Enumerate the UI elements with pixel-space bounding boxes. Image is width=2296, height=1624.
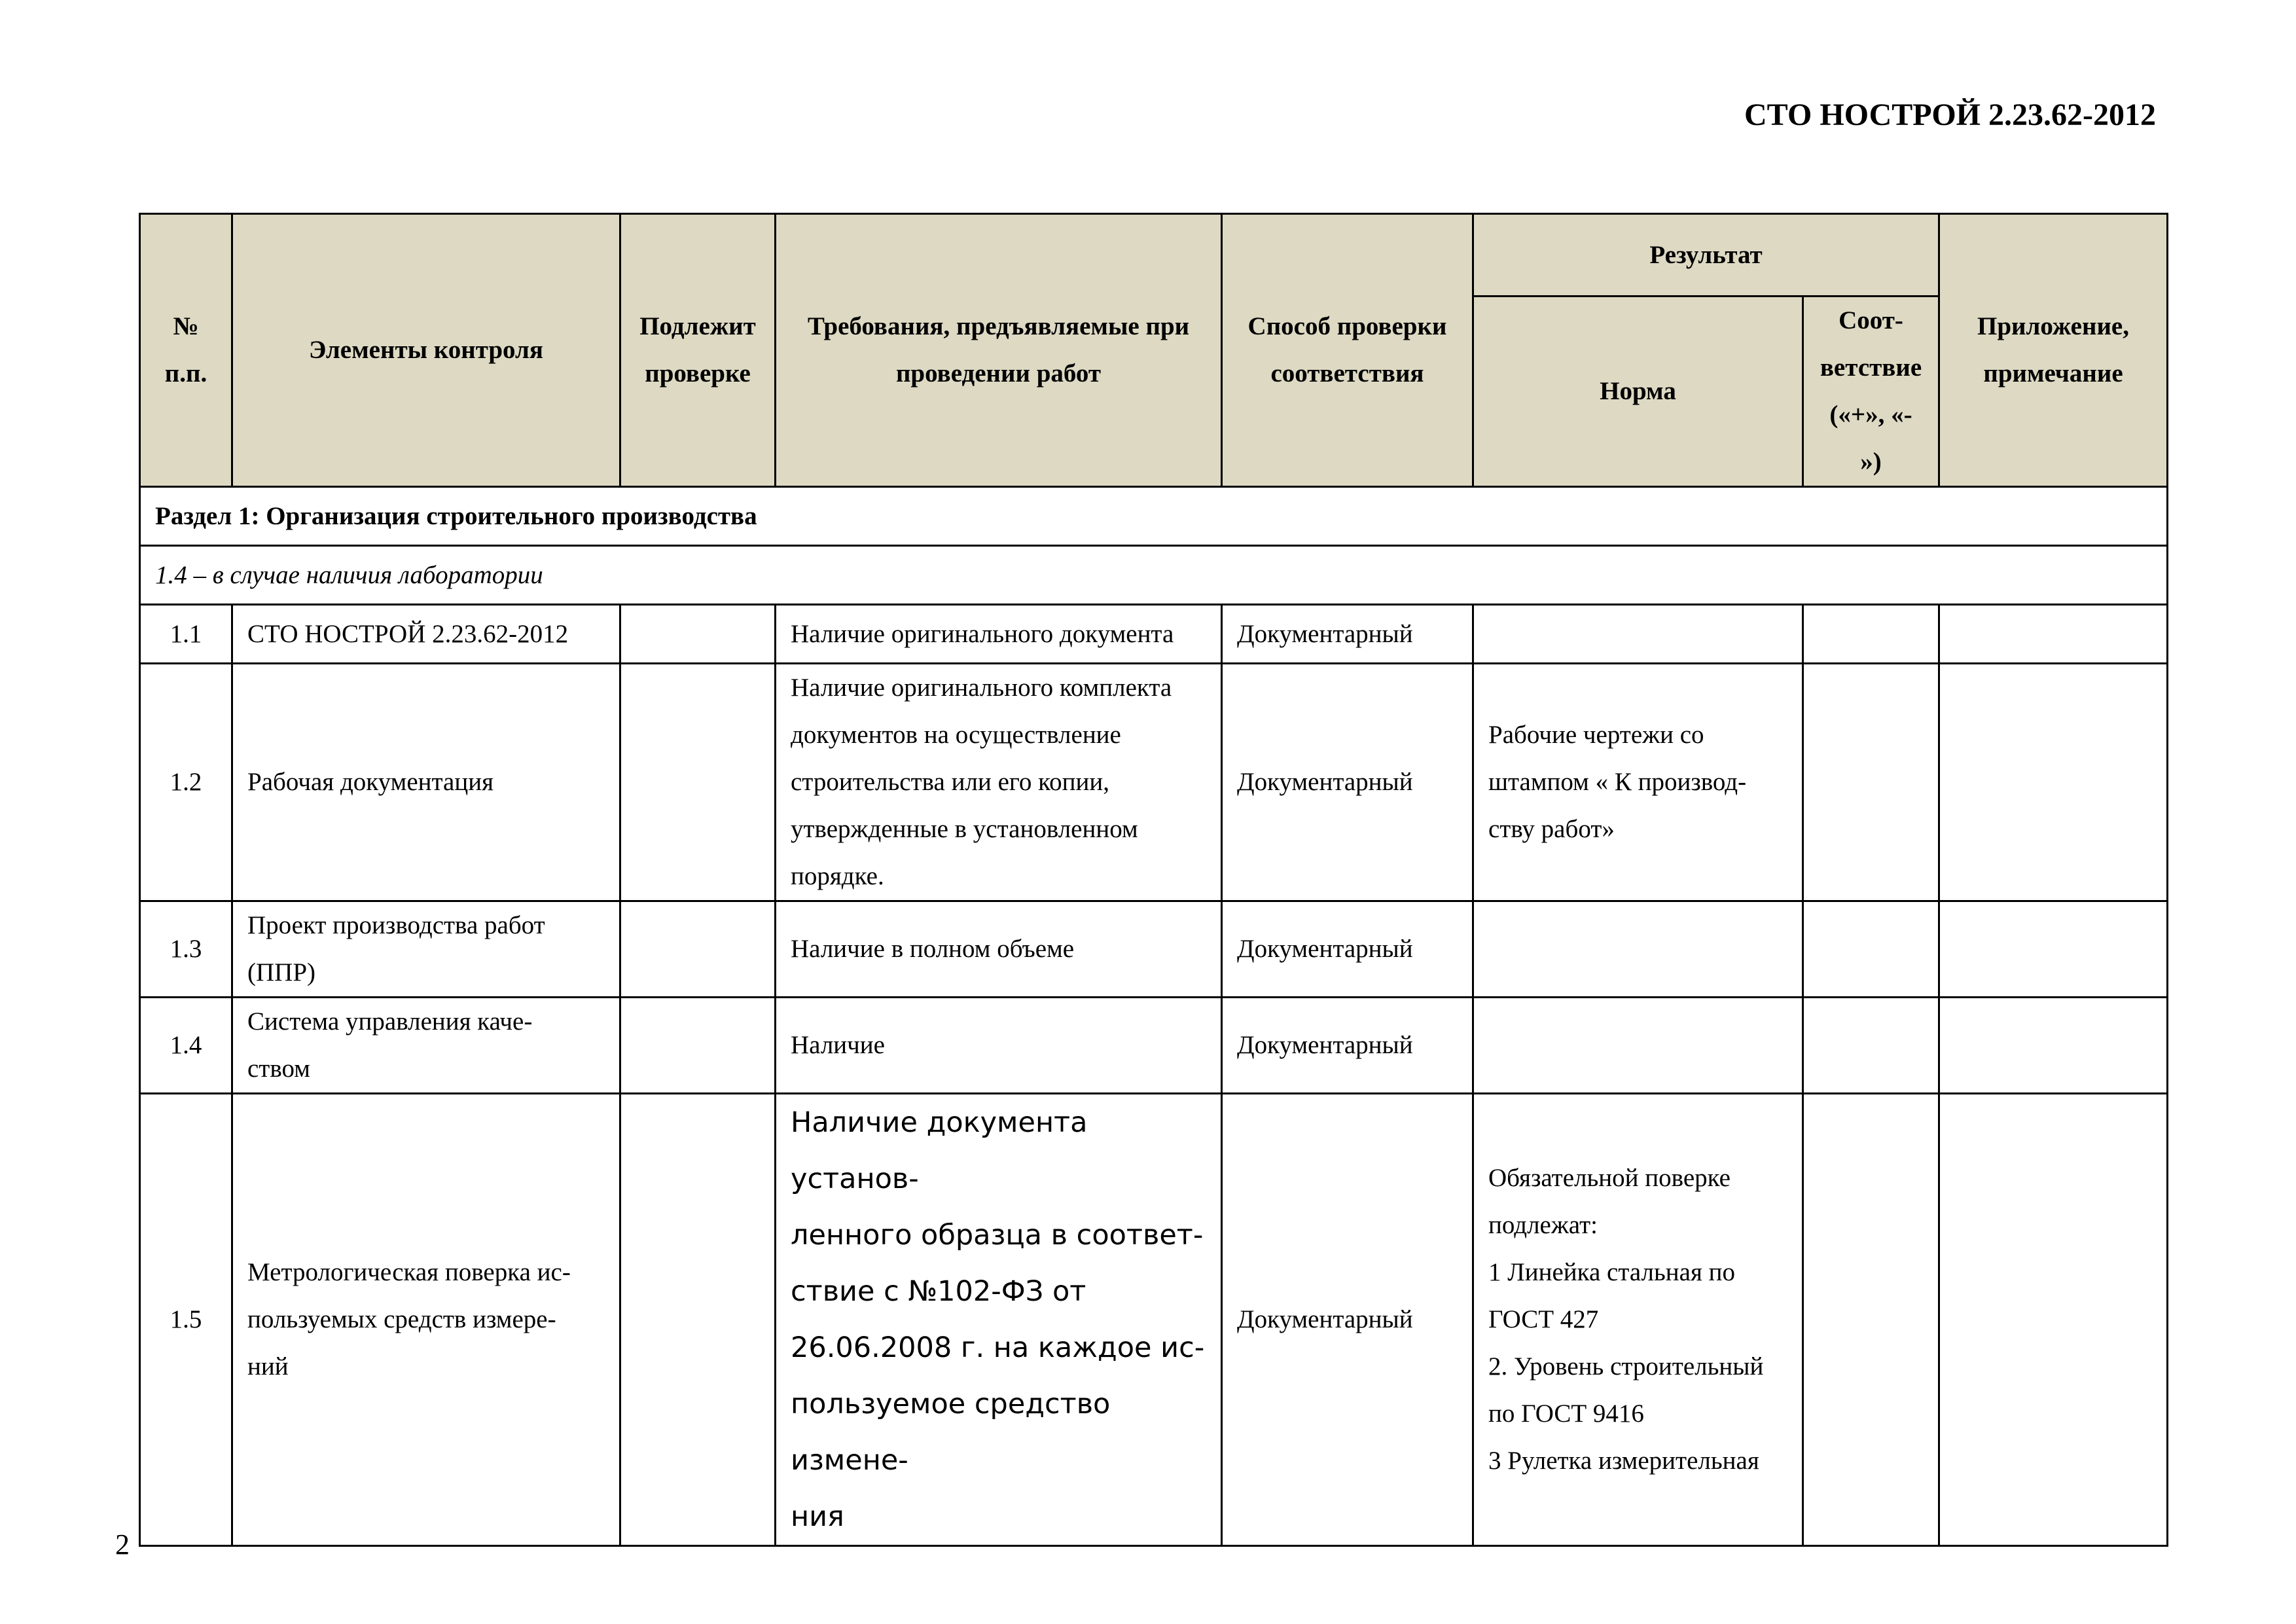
table-row	[140, 605, 2168, 664]
cell-conformity	[1803, 901, 1939, 998]
cell-num: 1.4	[140, 998, 232, 1094]
header-num: № п.п.	[140, 214, 232, 487]
cell-conformity	[1803, 998, 1939, 1094]
header-norm: Норма	[1473, 297, 1803, 487]
cell-element: Проект производства работ (ППР)	[232, 901, 620, 998]
cell-norm: Обязательной поверке подлежат: 1 Линейка стальная по ГОСТ 427 2. Уровень строительный по ГОСТ 9416 3 Рулетка измерительная	[1473, 1094, 1803, 1546]
header-conformity: Соот- ветствие («+», «- »)	[1803, 297, 1939, 487]
cell-note	[1939, 664, 2168, 901]
subsection-title: 1.4 – в случае наличия лаборатории	[140, 546, 2168, 605]
cell-norm	[1473, 901, 1803, 998]
header-requirements: Требования, предъявляемые при проведении работ	[776, 214, 1222, 487]
cell-check	[620, 605, 776, 664]
cell-requirements: Наличие оригинального документа	[776, 605, 1222, 664]
cell-requirements: Наличие	[776, 998, 1222, 1094]
header-element: Элементы контроля	[232, 214, 620, 487]
table-body	[140, 605, 2168, 1546]
header-method: Способ проверки соответствия	[1222, 214, 1473, 487]
cell-element: СТО НОСТРОЙ 2.23.62-2012	[232, 605, 620, 664]
cell-note	[1939, 1094, 2168, 1546]
page-number: 2	[115, 1528, 130, 1561]
section-title: Раздел 1: Организация строительного производства	[140, 487, 2168, 546]
cell-method: Документарный	[1222, 998, 1473, 1094]
cell-method: Документарный	[1222, 901, 1473, 998]
cell-num: 1.2	[140, 664, 232, 901]
cell-note	[1939, 605, 2168, 664]
cell-requirements: Наличие документа установ- ленного образца в соответ- ствие с №102-ФЗ от 26.06.2008 г. на каждое ис- пользуемое средство измене- ния	[776, 1094, 1222, 1546]
cell-requirements: Наличие оригинального комплекта документов на осуществление строительства или его копии, утвержденные в установленном порядке.	[776, 664, 1222, 901]
cell-element: Метрологическая поверка ис- пользуемых средств измере- ний	[232, 1094, 620, 1546]
table-row	[140, 998, 2168, 1094]
table-row	[140, 664, 2168, 901]
control-table	[139, 213, 2168, 1547]
cell-num: 1.1	[140, 605, 232, 664]
cell-conformity	[1803, 605, 1939, 664]
cell-check	[620, 901, 776, 998]
cell-norm	[1473, 998, 1803, 1094]
table-row	[140, 901, 2168, 998]
cell-element: Система управления каче- ством	[232, 998, 620, 1094]
cell-check	[620, 664, 776, 901]
cell-conformity	[1803, 1094, 1939, 1546]
header-result: Результат	[1473, 214, 1939, 297]
cell-norm	[1473, 605, 1803, 664]
document-code: СТО НОСТРОЙ 2.23.62-2012	[1744, 98, 2156, 132]
cell-method: Документарный	[1222, 664, 1473, 901]
cell-num: 1.5	[140, 1094, 232, 1546]
cell-check	[620, 1094, 776, 1546]
cell-note	[1939, 998, 2168, 1094]
cell-conformity	[1803, 664, 1939, 901]
header-check: Подлежит проверке	[620, 214, 776, 487]
cell-element: Рабочая документация	[232, 664, 620, 901]
table-row	[140, 1094, 2168, 1546]
cell-method: Документарный	[1222, 605, 1473, 664]
cell-num: 1.3	[140, 901, 232, 998]
cell-norm: Рабочие чертежи со штампом « К производ- ству работ»	[1473, 664, 1803, 901]
header-note: Приложение, примечание	[1939, 214, 2168, 487]
cell-check	[620, 998, 776, 1094]
cell-method: Документарный	[1222, 1094, 1473, 1546]
cell-requirements: Наличие в полном объеме	[776, 901, 1222, 998]
cell-note	[1939, 901, 2168, 998]
